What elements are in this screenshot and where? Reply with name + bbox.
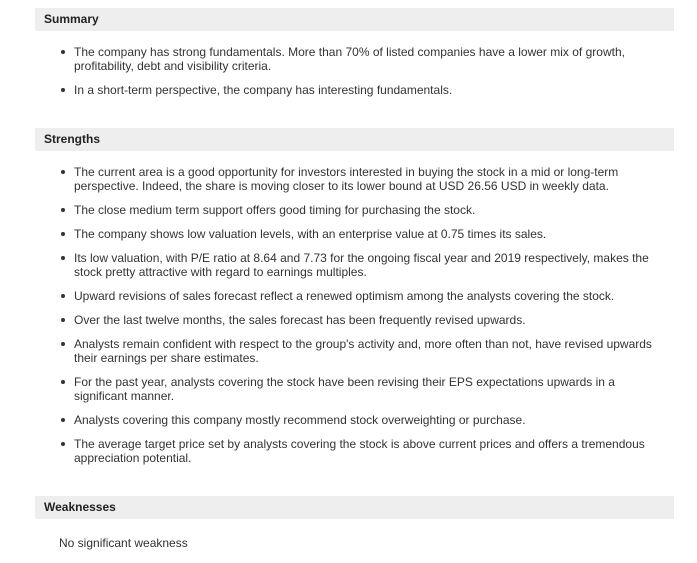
summary-title: Summary xyxy=(44,12,99,26)
weaknesses-title: Weaknesses xyxy=(44,500,116,514)
summary-list xyxy=(74,45,664,107)
strength-item: The company shows low valuation levels, with an enterprise value at 0.75 times its sales. xyxy=(74,227,664,241)
strength-item: The close medium term support offers good timing for purchasing the stock. xyxy=(74,203,664,217)
strengths-header xyxy=(35,128,674,151)
strengths-list xyxy=(74,165,664,475)
strength-item: Its low valuation, with P/E ratio at 8.64 and 7.73 for the ongoing fiscal year and 2019 respectively, makes the stock pretty attractive with regard to earnings multiples. xyxy=(74,251,664,279)
strength-item: Over the last twelve months, the sales forecast has been frequently revised upwards. xyxy=(74,313,664,327)
summary-item: The company has strong fundamentals. More than 70% of listed companies have a lower mix of growth, profitability, debt and visibility criteria. xyxy=(74,45,664,73)
weaknesses-text: No significant weakness xyxy=(59,536,188,550)
strength-item: Upward revisions of sales forecast reflect a renewed optimism among the analysts covering the stock. xyxy=(74,289,664,303)
strength-item: The current area is a good opportunity for investors interested in buying the stock in a mid or long-term perspective. Indeed, the share is moving closer to its lower bound at USD 26.56 USD in weekly data. xyxy=(74,165,664,193)
summary-header xyxy=(35,8,674,31)
strengths-title: Strengths xyxy=(44,132,101,146)
strength-item: Analysts remain confident with respect to the group's activity and, more often than not, have revised upwards their earnings per share estimates. xyxy=(74,337,664,365)
strength-item: Analysts covering this company mostly recommend stock overweighting or purchase. xyxy=(74,413,664,427)
strength-item: For the past year, analysts covering the stock have been revising their EPS expectations upwards in a significant manner. xyxy=(74,375,664,403)
weaknesses-header xyxy=(35,496,674,519)
strength-item: The average target price set by analysts covering the stock is above current prices and offers a tremendous appreciation potential. xyxy=(74,437,664,465)
summary-item: In a short-term perspective, the company has interesting fundamentals. xyxy=(74,83,664,97)
